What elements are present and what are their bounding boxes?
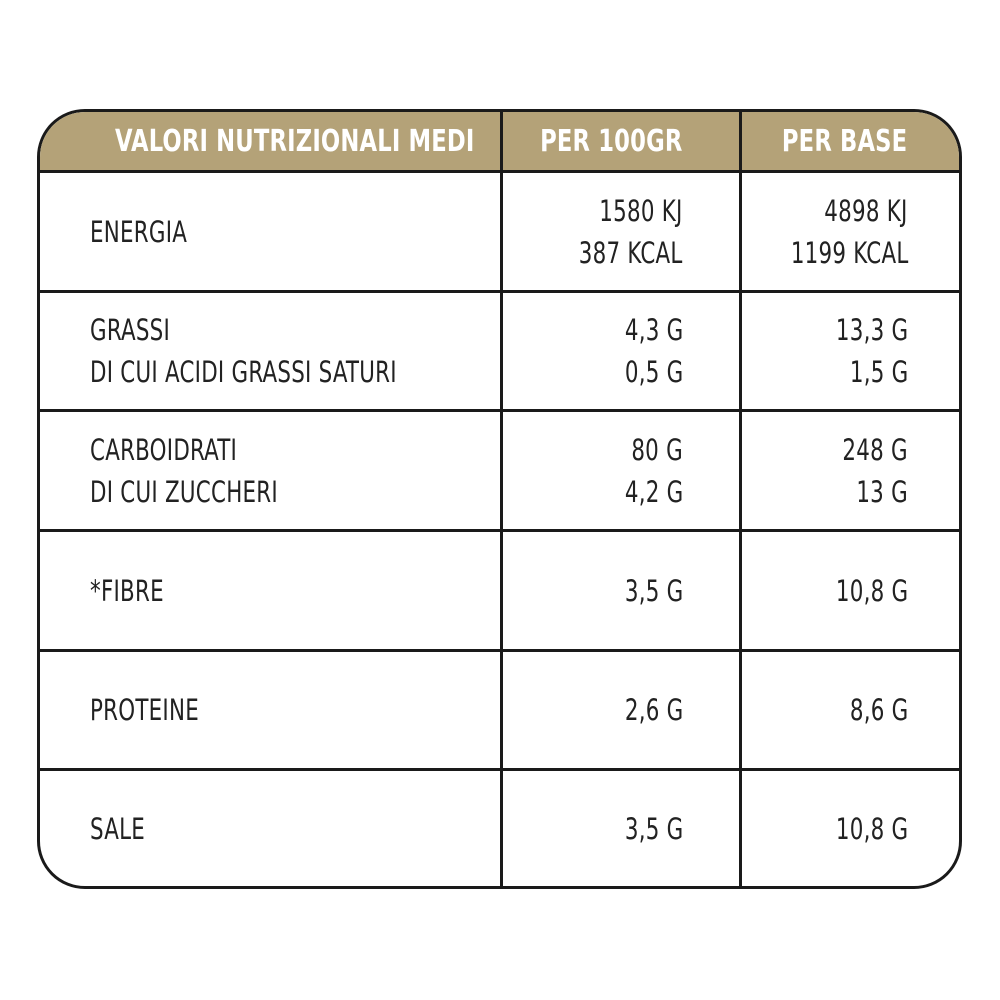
value-per-100g: 1580 KJ (599, 193, 683, 228)
row-per-base (820, 771, 908, 886)
row-per-base (820, 532, 908, 649)
value-per-base: 1,5 G (849, 355, 908, 389)
header-per-base: PER BASE (781, 124, 907, 159)
nutrition-table (37, 109, 962, 889)
nutrient-name: PROTEINE (90, 693, 199, 727)
row-label (90, 293, 464, 409)
row-per-100g (556, 173, 683, 290)
value-per-base: 248 G (842, 432, 908, 467)
row-label (90, 652, 223, 768)
value-per-base: 10,8 G (835, 811, 908, 846)
value-per-100g: 387 KCAL (579, 235, 683, 270)
row-label (90, 173, 208, 290)
value-per-base: 13 G (856, 474, 908, 509)
nutrient-name: *FIBRE (90, 573, 164, 608)
row-per-base (765, 173, 908, 290)
value-per-100g: 2,6 G (624, 693, 683, 727)
value-per-100g: 80 G (631, 432, 683, 467)
row-per-100g (612, 412, 683, 529)
column-divider (739, 112, 742, 886)
value-per-100g: 3,5 G (624, 811, 683, 846)
value-per-base: 13,3 G (835, 313, 908, 347)
column-divider (500, 112, 503, 886)
row-per-100g (612, 293, 683, 409)
nutrient-subname: DI CUI ZUCCHERI (90, 474, 278, 509)
row-per-100g (612, 652, 683, 768)
row-per-100g (612, 532, 683, 649)
row-label (90, 532, 180, 649)
nutrient-name: SALE (90, 811, 146, 846)
header-per-100g: PER 100GR (539, 124, 682, 159)
header-nutrition-values: VALORI NUTRIZIONALI MEDI (115, 124, 475, 159)
nutrient-name: CARBOIDRATI (90, 432, 238, 467)
row-per-base (828, 412, 908, 529)
value-per-base: 10,8 G (835, 573, 908, 608)
nutrient-subname: DI CUI ACIDI GRASSI SATURI (90, 355, 397, 389)
value-per-base: 1199 KCAL (790, 235, 908, 270)
row-label (90, 412, 319, 529)
row-per-base (820, 293, 908, 409)
value-per-base: 8,6 G (849, 693, 908, 727)
row-label (90, 771, 157, 886)
value-per-100g: 3,5 G (624, 573, 683, 608)
row-per-100g (612, 771, 683, 886)
nutrient-name: GRASSI (90, 313, 171, 347)
value-per-100g: 4,3 G (624, 313, 683, 347)
value-per-100g: 4,2 G (624, 474, 683, 509)
nutrient-name: ENERGIA (90, 214, 188, 249)
value-per-base: 4898 KJ (824, 193, 908, 228)
value-per-100g: 0,5 G (624, 355, 683, 389)
row-per-base (837, 652, 908, 768)
